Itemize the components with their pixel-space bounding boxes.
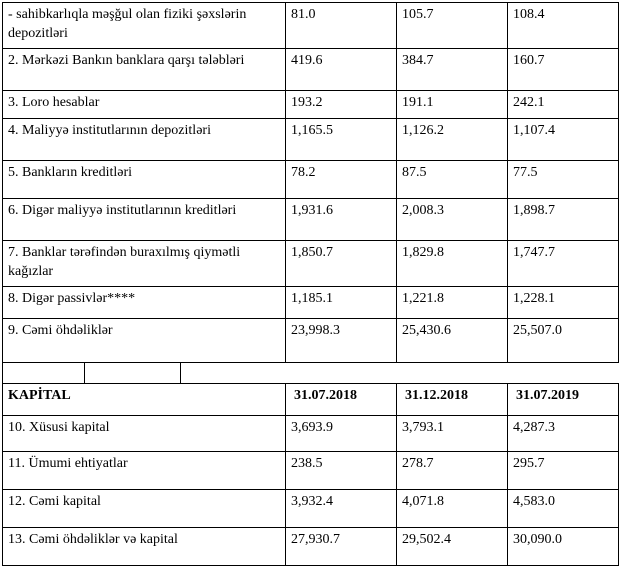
row-label: 11. Ümumi ehtiyatlar (3, 452, 286, 490)
column-header-date: 31.12.2018 (397, 384, 508, 416)
row-label: 13. Cəmi öhdəliklər və kapital (3, 528, 286, 566)
value-cell: 3,932.4 (286, 490, 397, 528)
table-row (3, 452, 619, 490)
row-label: 4. Maliyyə institutlarının depozitləri (3, 119, 286, 161)
value-cell: 193.2 (286, 91, 397, 119)
table-row (3, 3, 619, 49)
value-cell: 30,090.0 (508, 528, 619, 566)
value-cell: 384.7 (397, 49, 508, 91)
value-cell: 1,165.5 (286, 119, 397, 161)
value-cell: 3,793.1 (397, 416, 508, 452)
value-cell: 3,693.9 (286, 416, 397, 452)
row-label: 3. Loro hesablar (3, 91, 286, 119)
row-label: 6. Digər maliyyə institutlarının kreditləri (3, 199, 286, 241)
table-row (3, 161, 619, 199)
table-row (3, 199, 619, 241)
table-row (3, 119, 619, 161)
column-header-date: 31.07.2019 (508, 384, 619, 416)
row-label: 2. Mərkəzi Bankın banklara qarşı tələbləri (3, 49, 286, 91)
value-cell: 105.7 (397, 3, 508, 49)
value-cell: 191.1 (397, 91, 508, 119)
empty-cell (84, 362, 181, 384)
value-cell: 25,507.0 (508, 319, 619, 363)
value-cell: 1,107.4 (508, 119, 619, 161)
value-cell: 1,185.1 (286, 287, 397, 319)
value-cell: 238.5 (286, 452, 397, 490)
table-row (3, 528, 619, 566)
row-label: - sahibkarlıqla məşğul olan fiziki şəxslərin depozitləri (3, 3, 286, 49)
row-label: 9. Cəmi öhdəliklər (3, 319, 286, 363)
value-cell: 1,126.2 (397, 119, 508, 161)
value-cell: 1,850.7 (286, 241, 397, 287)
table-row (3, 287, 619, 319)
row-label: 5. Bankların kreditləri (3, 161, 286, 199)
table-row (3, 49, 619, 91)
table-row (3, 91, 619, 119)
value-cell: 278.7 (397, 452, 508, 490)
value-cell: 242.1 (508, 91, 619, 119)
value-cell: 23,998.3 (286, 319, 397, 363)
value-cell: 1,228.1 (508, 287, 619, 319)
value-cell: 160.7 (508, 49, 619, 91)
value-cell: 77.5 (508, 161, 619, 199)
value-cell: 4,287.3 (508, 416, 619, 452)
value-cell: 78.2 (286, 161, 397, 199)
value-cell: 87.5 (397, 161, 508, 199)
value-cell: 27,930.7 (286, 528, 397, 566)
row-label: 10. Xüsusi kapital (3, 416, 286, 452)
value-cell: 1,931.6 (286, 199, 397, 241)
capital-table (2, 383, 619, 566)
table-row (3, 319, 619, 363)
value-cell: 108.4 (508, 3, 619, 49)
value-cell: 81.0 (286, 3, 397, 49)
value-cell: 4,071.8 (397, 490, 508, 528)
empty-stub-row (2, 362, 618, 384)
value-cell: 1,898.7 (508, 199, 619, 241)
value-cell: 1,221.8 (397, 287, 508, 319)
value-cell: 4,583.0 (508, 490, 619, 528)
liabilities-table (2, 2, 619, 363)
row-label: 7. Banklar tərəfindən buraxılmış qiymətli kağızlar (3, 241, 286, 287)
table-row (3, 416, 619, 452)
value-cell: 25,430.6 (397, 319, 508, 363)
value-cell: 2,008.3 (397, 199, 508, 241)
empty-cell (2, 362, 85, 384)
row-label: 8. Digər passivlər**** (3, 287, 286, 319)
value-cell: 1,829.8 (397, 241, 508, 287)
value-cell: 295.7 (508, 452, 619, 490)
section-title: KAPİTAL (3, 384, 286, 416)
table-header-row (3, 384, 619, 416)
row-label: 12. Cəmi kapital (3, 490, 286, 528)
table-row (3, 490, 619, 528)
column-header-date: 31.07.2018 (286, 384, 397, 416)
value-cell: 1,747.7 (508, 241, 619, 287)
value-cell: 29,502.4 (397, 528, 508, 566)
table-row (3, 241, 619, 287)
value-cell: 419.6 (286, 49, 397, 91)
